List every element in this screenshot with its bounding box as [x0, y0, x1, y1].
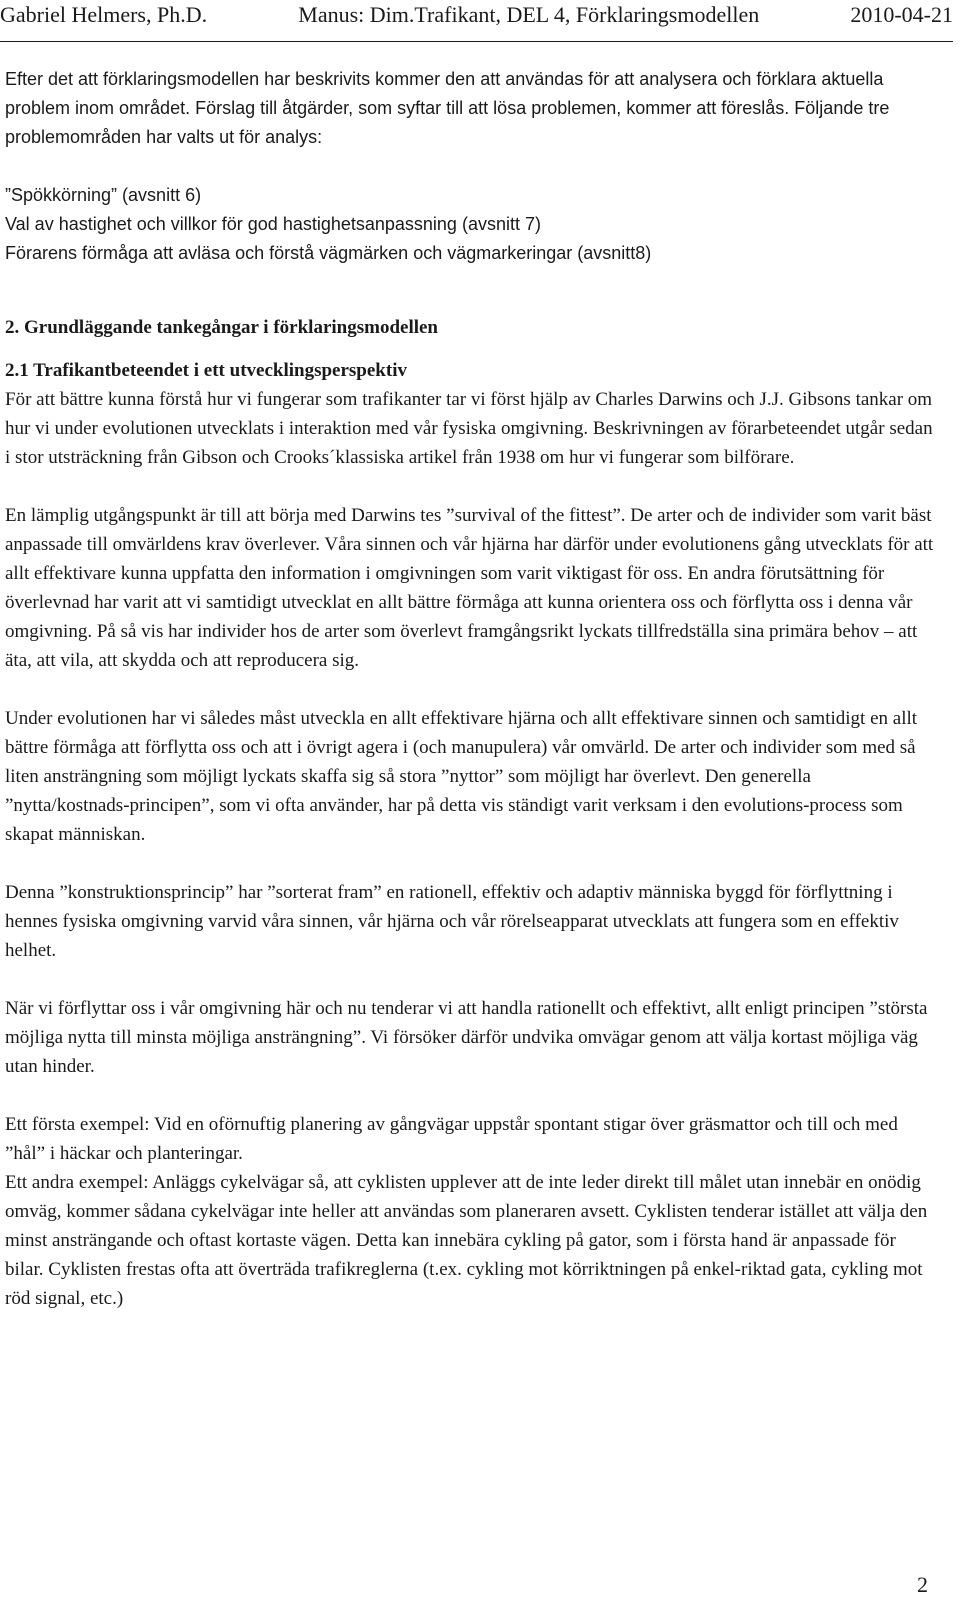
- page-number: 2: [917, 1572, 928, 1597]
- spacer: [5, 152, 935, 181]
- spacer: [5, 675, 935, 704]
- intro-paragraph: Efter det att förklaringsmodellen har beskrivits kommer den att användas för att analysera och förklara aktuella problem inom området. Förslag till åtgärder, som syftar till att lösa problemen, kommer att föreslås. Följande tre problemområden har valts ut för analys:: [5, 69, 890, 147]
- section-heading: 2. Grundläggande tankegångar i förklaringsmodellen: [5, 317, 439, 338]
- body-paragraph: Denna ”konstruktionsprincip” har ”sorterat fram” en rationell, effektiv och adaptiv människa byggd för förflyttning i hennes fysiska omgivning varvid våra sinnen, vår hjärna och vår rörelseapparat utvecklats att fungera som en effektiv helhet.: [5, 882, 899, 961]
- page-header: [0, 2, 953, 32]
- header-author: Gabriel Helmers, Ph.D.: [0, 2, 208, 27]
- problem-area-item: Förarens förmåga att avläsa och förstå vägmärken och vägmarkeringar (avsnitt8): [5, 243, 652, 263]
- spacer: [5, 268, 935, 297]
- spacer: [5, 342, 935, 356]
- body-paragraph: När vi förflyttar oss i vår omgivning här och nu tenderar vi att handla rationellt och effektivt, allt enligt principen ”största möjliga nytta till minsta möjliga ansträngning”. Vi försöker därför undvika omvägar genom att välja kortast möjliga väg utan hinder.: [5, 998, 928, 1077]
- body-paragraph: För att bättre kunna förstå hur vi fungerar som trafikanter tar vi först hjälp av Charles Darwins och J.J. Gibsons tankar om hur vi under evolutionen utvecklats i interaktion med vår fysiska omgivning. Beskrivningen av förarbeteendet utgår sedan i stor utsträckning från Gibson och Crooks´klassiska artikel från 1938 om hur vi fungerar som bilförare.: [5, 389, 933, 468]
- example-paragraph: Ett andra exempel: Anläggs cykelvägar så, att cyklisten upplever att de inte leder direkt till målet utan innebär en onödig omväg, kommer sådana cykelvägar inte heller att användas som planeraren avsett. Cyklisten tenderar istället att välja den minst ansträngande och oftast kortaste vägen. Detta kan innebära cykling på gator, som i första hand är anpassade för bilar. Cyklisten frestas ofta att överträda trafikreglerna (t.ex. cykling mot körriktningen på enkel-riktad gata, cykling mot röd signal, etc.): [5, 1172, 928, 1309]
- problem-area-item: ”Spökkörning” (avsnitt 6): [5, 185, 202, 205]
- spacer: [5, 849, 935, 878]
- document-body: [5, 65, 935, 1313]
- spacer: [5, 472, 935, 501]
- header-divider: [0, 41, 953, 42]
- body-paragraph: Under evolutionen har vi således måst utveckla en allt effektivare hjärna och allt effektivare sinnen och samtidigt en allt bättre förmåga att förflytta oss och att i övrigt agera i (och manupulera) vår omvärld. De arter och individer som med så liten ansträngning som möjligt lyckats skaffa sig så stora ”nyttor” som möjligt har överlevt. Den generella ”nytta/kostnads-principen”, som vi ofta använder, har på detta vis ständigt varit verksam i den evolutions-process som skapat människan.: [5, 708, 918, 845]
- spacer: [5, 1081, 935, 1110]
- header-date: 2010-04-21: [850, 2, 953, 27]
- spacer: [5, 965, 935, 994]
- example-paragraph: Ett första exempel: Vid en oförnuftig planering av gångvägar uppstår spontant stigar över gräsmattor och till och med ”hål” i häckar och planteringar.: [5, 1114, 898, 1164]
- problem-area-item: Val av hastighet och villkor för god hastighetsanpassning (avsnitt 7): [5, 214, 541, 234]
- subsection-heading: 2.1 Trafikantbeteendet i ett utvecklingsperspektiv: [5, 360, 407, 381]
- header-manuscript: Manus: Dim.Trafikant, DEL 4, Förklaringsmodellen: [298, 2, 760, 27]
- spacer: [5, 297, 935, 313]
- body-paragraph: En lämplig utgångspunkt är till att börja med Darwins tes ”survival of the fittest”. De arter och de individer som varit bäst anpassade till omvärldens krav överlever. Våra sinnen och vår hjärna har därför under evolutionens gång utvecklats för att allt effektivare kunna uppfatta den information i omgivningen som varit viktigast för oss. En andra förutsättning för överlevnad har varit att vi samtidigt utvecklat en allt bättre förmåga att kunna orientera oss och förflytta oss i denna vår omgivning. På så vis har individer hos de arter som överlevt framgångsrikt lyckats tillfredställa sina primära behov – att äta, att vila, att skydda och att reproducera sig.: [5, 505, 934, 671]
